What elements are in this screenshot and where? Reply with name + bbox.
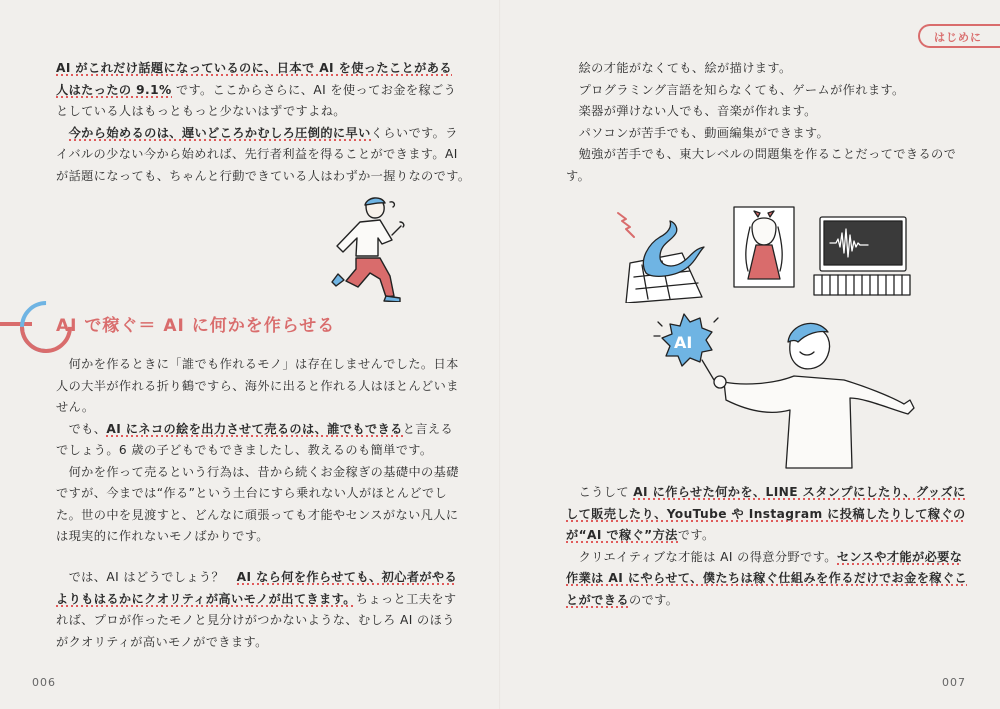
text-line bbox=[566, 144, 956, 166]
chapter-tab-label: はじめに bbox=[934, 31, 982, 44]
text-segment: のです。 bbox=[628, 592, 679, 607]
text-line bbox=[56, 483, 459, 505]
text-line bbox=[56, 632, 457, 654]
text-segment: クリエイティブな才能は AI の得意分野です。 bbox=[566, 549, 837, 564]
text-line bbox=[56, 419, 459, 441]
text-segment: です。ここからさらに、AI を使ってお金を稼ごう bbox=[171, 82, 457, 97]
highlighted-text: が“AI で稼ぐ”方法 bbox=[566, 528, 678, 542]
text-line bbox=[56, 397, 459, 419]
text-segment: です。 bbox=[677, 528, 715, 542]
text-segment: がクオリティが高いモノができます。 bbox=[56, 634, 268, 649]
text-line bbox=[566, 101, 956, 123]
text-segment: 何かを作って売るという行為は、昔から続くお金稼ぎの基礎中の基礎 bbox=[56, 464, 459, 479]
text-segment: こうして bbox=[566, 485, 634, 499]
capability-list bbox=[566, 58, 956, 187]
text-segment: では、AI はどうでしょう？ bbox=[56, 570, 237, 584]
text-segment: 絵の才能がなくても、絵が描けます。 bbox=[566, 61, 792, 75]
text-segment: は現実的に作れないモノばかりです。 bbox=[56, 529, 269, 543]
text-line bbox=[56, 567, 457, 589]
highlighted-text: AI にネコの絵を出力させて売るのは、誰でもできる bbox=[106, 421, 403, 436]
right-page bbox=[500, 0, 1000, 709]
text-segment: た。世の中を見渡すと、どんなに頑張っても才能やセンスがない凡人に bbox=[56, 507, 459, 522]
intro-paragraph bbox=[56, 58, 470, 187]
text-line bbox=[56, 505, 459, 527]
text-segment: ちょっと工夫をす bbox=[355, 591, 457, 606]
highlighted-text: 作業は AI にやらせて、僕たちは稼ぐ仕組みを作るだけでお金を稼ぐこ bbox=[566, 571, 968, 585]
text-line bbox=[56, 462, 459, 484]
text-line bbox=[566, 166, 956, 188]
highlighted-text: 人はたったの 9.1% bbox=[56, 82, 172, 97]
body-paragraph-2 bbox=[56, 567, 457, 653]
text-line bbox=[566, 590, 967, 612]
highlighted-text: センスや才能が必要な bbox=[836, 549, 963, 564]
text-line bbox=[56, 354, 459, 376]
text-line bbox=[566, 80, 956, 102]
chapter-tab bbox=[918, 24, 1000, 48]
text-segment: ですが、今までは“作る”という土台にすら乗れない人がほとんどでし bbox=[56, 486, 448, 500]
highlighted-text: とができる bbox=[566, 592, 629, 607]
text-segment: れば、プロが作ったモノと見分けがつかないような、むしろ AI のほう bbox=[56, 613, 455, 627]
closing-paragraph bbox=[566, 482, 967, 611]
text-line bbox=[56, 80, 470, 102]
text-line bbox=[56, 589, 457, 611]
text-segment: でも、 bbox=[56, 421, 107, 436]
text-line bbox=[566, 525, 967, 547]
text-line bbox=[56, 610, 457, 632]
running-person-illustration bbox=[330, 192, 420, 302]
text-segment: 人の大半が作れる折り鶴ですら、海外に出ると作れる人はほとんどいま bbox=[56, 378, 459, 393]
text-segment: くらいです。ラ bbox=[370, 125, 458, 140]
section-heading: AI で稼ぐ＝ AI に何かを作らせる bbox=[56, 316, 336, 336]
highlighted-text: AI がこれだけ話題になっているのに、日本で AI を使ったことがある bbox=[56, 61, 452, 75]
text-segment: イバルの少ない今から始めれば、先行者利益を得ることができます。AI bbox=[56, 147, 458, 161]
text-line bbox=[56, 376, 459, 398]
text-segment: パソコンが苦手でも、動画編集ができます。 bbox=[566, 125, 830, 140]
text-line bbox=[56, 526, 459, 548]
text-line bbox=[566, 504, 967, 526]
highlighted-text: 今から始めるのは、遅いどころかむしろ圧倒的に早い bbox=[68, 125, 371, 140]
text-line bbox=[56, 101, 470, 123]
text-line bbox=[566, 547, 967, 569]
highlighted-text: よりもはるかにクオリティが高いモノが出てきます。 bbox=[56, 591, 356, 606]
text-line bbox=[56, 123, 470, 145]
section-heading-row bbox=[0, 300, 480, 350]
person-with-ai-sign-illustration bbox=[650, 300, 920, 475]
body-paragraph-1 bbox=[56, 354, 459, 548]
page-number-right: 007 bbox=[942, 676, 966, 689]
text-line bbox=[566, 123, 956, 145]
text-line bbox=[566, 58, 956, 80]
text-segment: す。 bbox=[566, 168, 591, 183]
text-segment: 何かを作るときに「誰でも作れるモノ」は存在しませんでした。日本 bbox=[56, 357, 459, 371]
text-segment: と言える bbox=[402, 421, 454, 436]
text-line bbox=[56, 144, 470, 166]
text-line bbox=[566, 568, 967, 590]
text-segment: 勉強が苦手でも、東大レベルの問題集を作ることだってできるので bbox=[566, 147, 957, 161]
text-segment: 楽器が弾けない人でも、音楽が作れます。 bbox=[566, 104, 817, 118]
text-segment: としている人はもっともっと少ないはずですよね。 bbox=[56, 104, 346, 118]
creations-illustration bbox=[612, 203, 912, 303]
highlighted-text: AI に作らせた何かを、LINE スタンプにしたり、グッズに bbox=[633, 485, 966, 499]
text-line bbox=[56, 58, 470, 80]
text-segment: せん。 bbox=[56, 400, 95, 414]
text-line bbox=[566, 482, 967, 504]
text-segment bbox=[56, 126, 69, 140]
highlighted-text: AI なら何を作らせても、初心者がやる bbox=[236, 570, 458, 584]
highlighted-text: して販売したり、YouTube や Instagram に投稿したりして稼ぐの bbox=[566, 506, 966, 521]
text-line bbox=[56, 166, 470, 188]
sign-text: AI bbox=[674, 333, 693, 352]
text-segment: が話題になっても、ちゃんと行動できている人はわずか一握りなのです。 bbox=[56, 168, 471, 183]
text-segment: プログラミング言語を知らなくても、ゲームが作れます。 bbox=[566, 82, 905, 97]
text-line bbox=[56, 440, 459, 462]
page-number-left: 006 bbox=[32, 676, 56, 689]
text-segment: でしょう。6 歳の子どもでもできましたし、教えるのも簡単です。 bbox=[56, 443, 433, 457]
